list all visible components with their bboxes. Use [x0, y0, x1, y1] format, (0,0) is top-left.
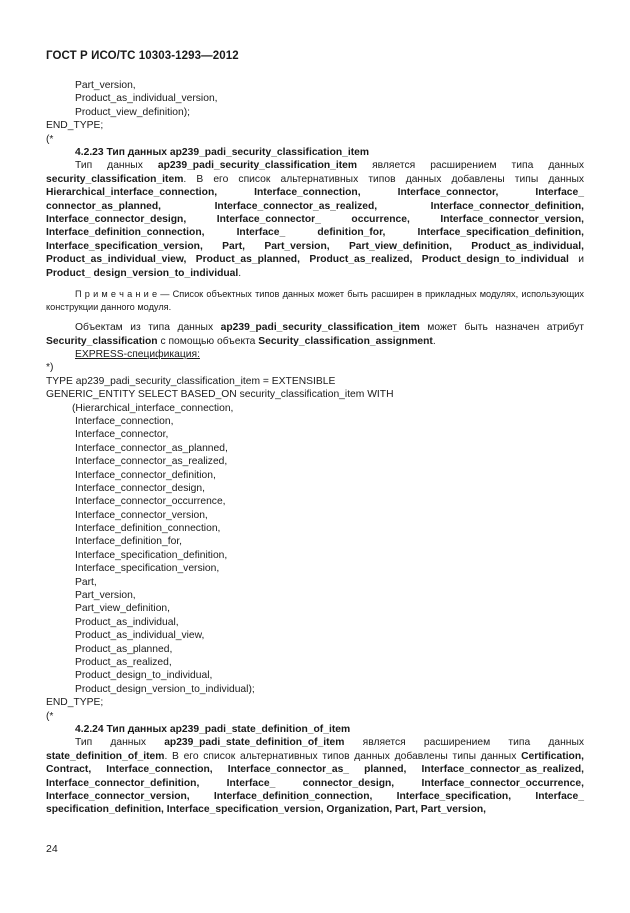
page-content: [46, 79, 584, 817]
select-list-item: Interface_specification_version,: [75, 563, 220, 575]
select-list-item: Interface_definition_for,: [75, 536, 183, 548]
select-list-item: Product_as_individual_view,: [75, 630, 205, 642]
type-declaration-line: GENERIC_ENTITY SELECT BASED_ON security_classification_item WITH: [46, 389, 394, 401]
section-heading-4-2-24: 4.2.24 Тип данных ap239_padi_state_definition_of_item: [75, 723, 351, 735]
end-type-line: END_TYPE;: [46, 697, 104, 709]
document-header: ГОСТ Р ИСО/ТС 10303-1293—2012: [46, 50, 239, 62]
select-list-item: Interface_connector_as_planned,: [75, 442, 228, 454]
section-4-2-24-paragraph: Тип данных ap239_padi_state_definition_of_item является расширением типа данных state_definition_of_item. В его список альтернативных типов данных добавлены типы данных Certification, Contract, Interface_connection, Interface_connector_as_ planned, Interface_connector_as_realized, Interface_connector_definition, Interface_ connector_design, Interface_connector_occurrence, Interface_connector_version, Interface_definition_connection, Interface_specification, Interface_ specification_definition, Interface_specification_version, Organization, Part, Part_version,: [46, 737, 584, 816]
select-list-item: Interface_connector_occurrence,: [75, 496, 226, 508]
select-list-item: Product_as_individual,: [75, 616, 179, 628]
comment-open: (*: [46, 133, 54, 145]
code-line: Part_version,: [75, 80, 136, 91]
select-list-item: Interface_definition_connection,: [75, 523, 221, 535]
comment-close: *): [46, 362, 54, 374]
select-list-item: Product_design_version_to_individual);: [75, 683, 255, 695]
end-type-line: END_TYPE;: [46, 120, 104, 132]
select-list-item: Part_view_definition,: [75, 603, 171, 615]
note-paragraph: П р и м е ч а н и е — Список объектных типов данных может быть расширен в прикладных модулях, использующих конструкции данного модуля.: [46, 289, 584, 312]
select-list-item: Product_as_planned,: [75, 643, 173, 655]
select-list-item: Product_as_realized,: [75, 657, 172, 668]
select-list-item: Product_design_to_individual,: [75, 670, 213, 682]
comment-open: (*: [46, 710, 54, 722]
select-list-item: Interface_connector_version,: [75, 509, 208, 521]
select-list-item: Interface_connector_as_realized,: [75, 456, 228, 468]
express-spec-label: EXPRESS-спецификация:: [75, 349, 200, 361]
select-list-item: Part,: [75, 576, 97, 588]
select-list-item: Interface_connection,: [75, 415, 174, 427]
section-4-2-23-paragraph-2: Объектам из типа данных ap239_padi_security_classification_item может быть назначен атрибут Security_classification с помощью объекта Security_classification_assignment.: [46, 322, 584, 347]
type-declaration-line: TYPE ap239_padi_security_classification_item = EXTENSIBLE: [46, 375, 336, 387]
note-label: П р и м е ч а н и е: [75, 289, 158, 300]
select-list-first: (Hierarchical_interface_connection,: [72, 402, 234, 414]
select-list-item: Interface_connector_design,: [75, 482, 205, 494]
section-heading-4-2-23: 4.2.23 Тип данных ap239_padi_security_classification_item: [75, 146, 370, 158]
select-list: [46, 415, 584, 696]
page-number: 24: [46, 843, 58, 855]
select-list-item: Interface_connector_definition,: [75, 469, 216, 481]
select-list-item: Interface_specification_definition,: [75, 549, 228, 561]
select-list-item: Part_version,: [75, 590, 136, 602]
code-block-continuation: [46, 79, 584, 146]
section-4-2-23-paragraph: Тип данных ap239_padi_security_classification_item является расширением типа данных security_classification_item. В его список альтернативных типов данных добавлены типы данных Hierarchical_interface_connection, Interface_connection, Interface_connector, Interface_ connector_as_planned, Interface_connector_as_realized, Interface_connector_definition, Interface_connector_design, Interface_connector_ occurrence, Interface_connector_version, Interface_definition_connection, Interface_ definition_for, Interface_specification_definition, Interface_specification_version, Part, Part_version, Part_view_definition, Product_as_individual, Product_as_individual_view, Product_as_planned, Product_as_realized, Product_design_to_individual и Product_ design_version_to_individual.: [46, 160, 584, 279]
code-line: Product_view_definition);: [75, 106, 191, 118]
code-line: Product_as_individual_version,: [75, 93, 218, 105]
select-list-item: Interface_connector,: [75, 429, 169, 441]
